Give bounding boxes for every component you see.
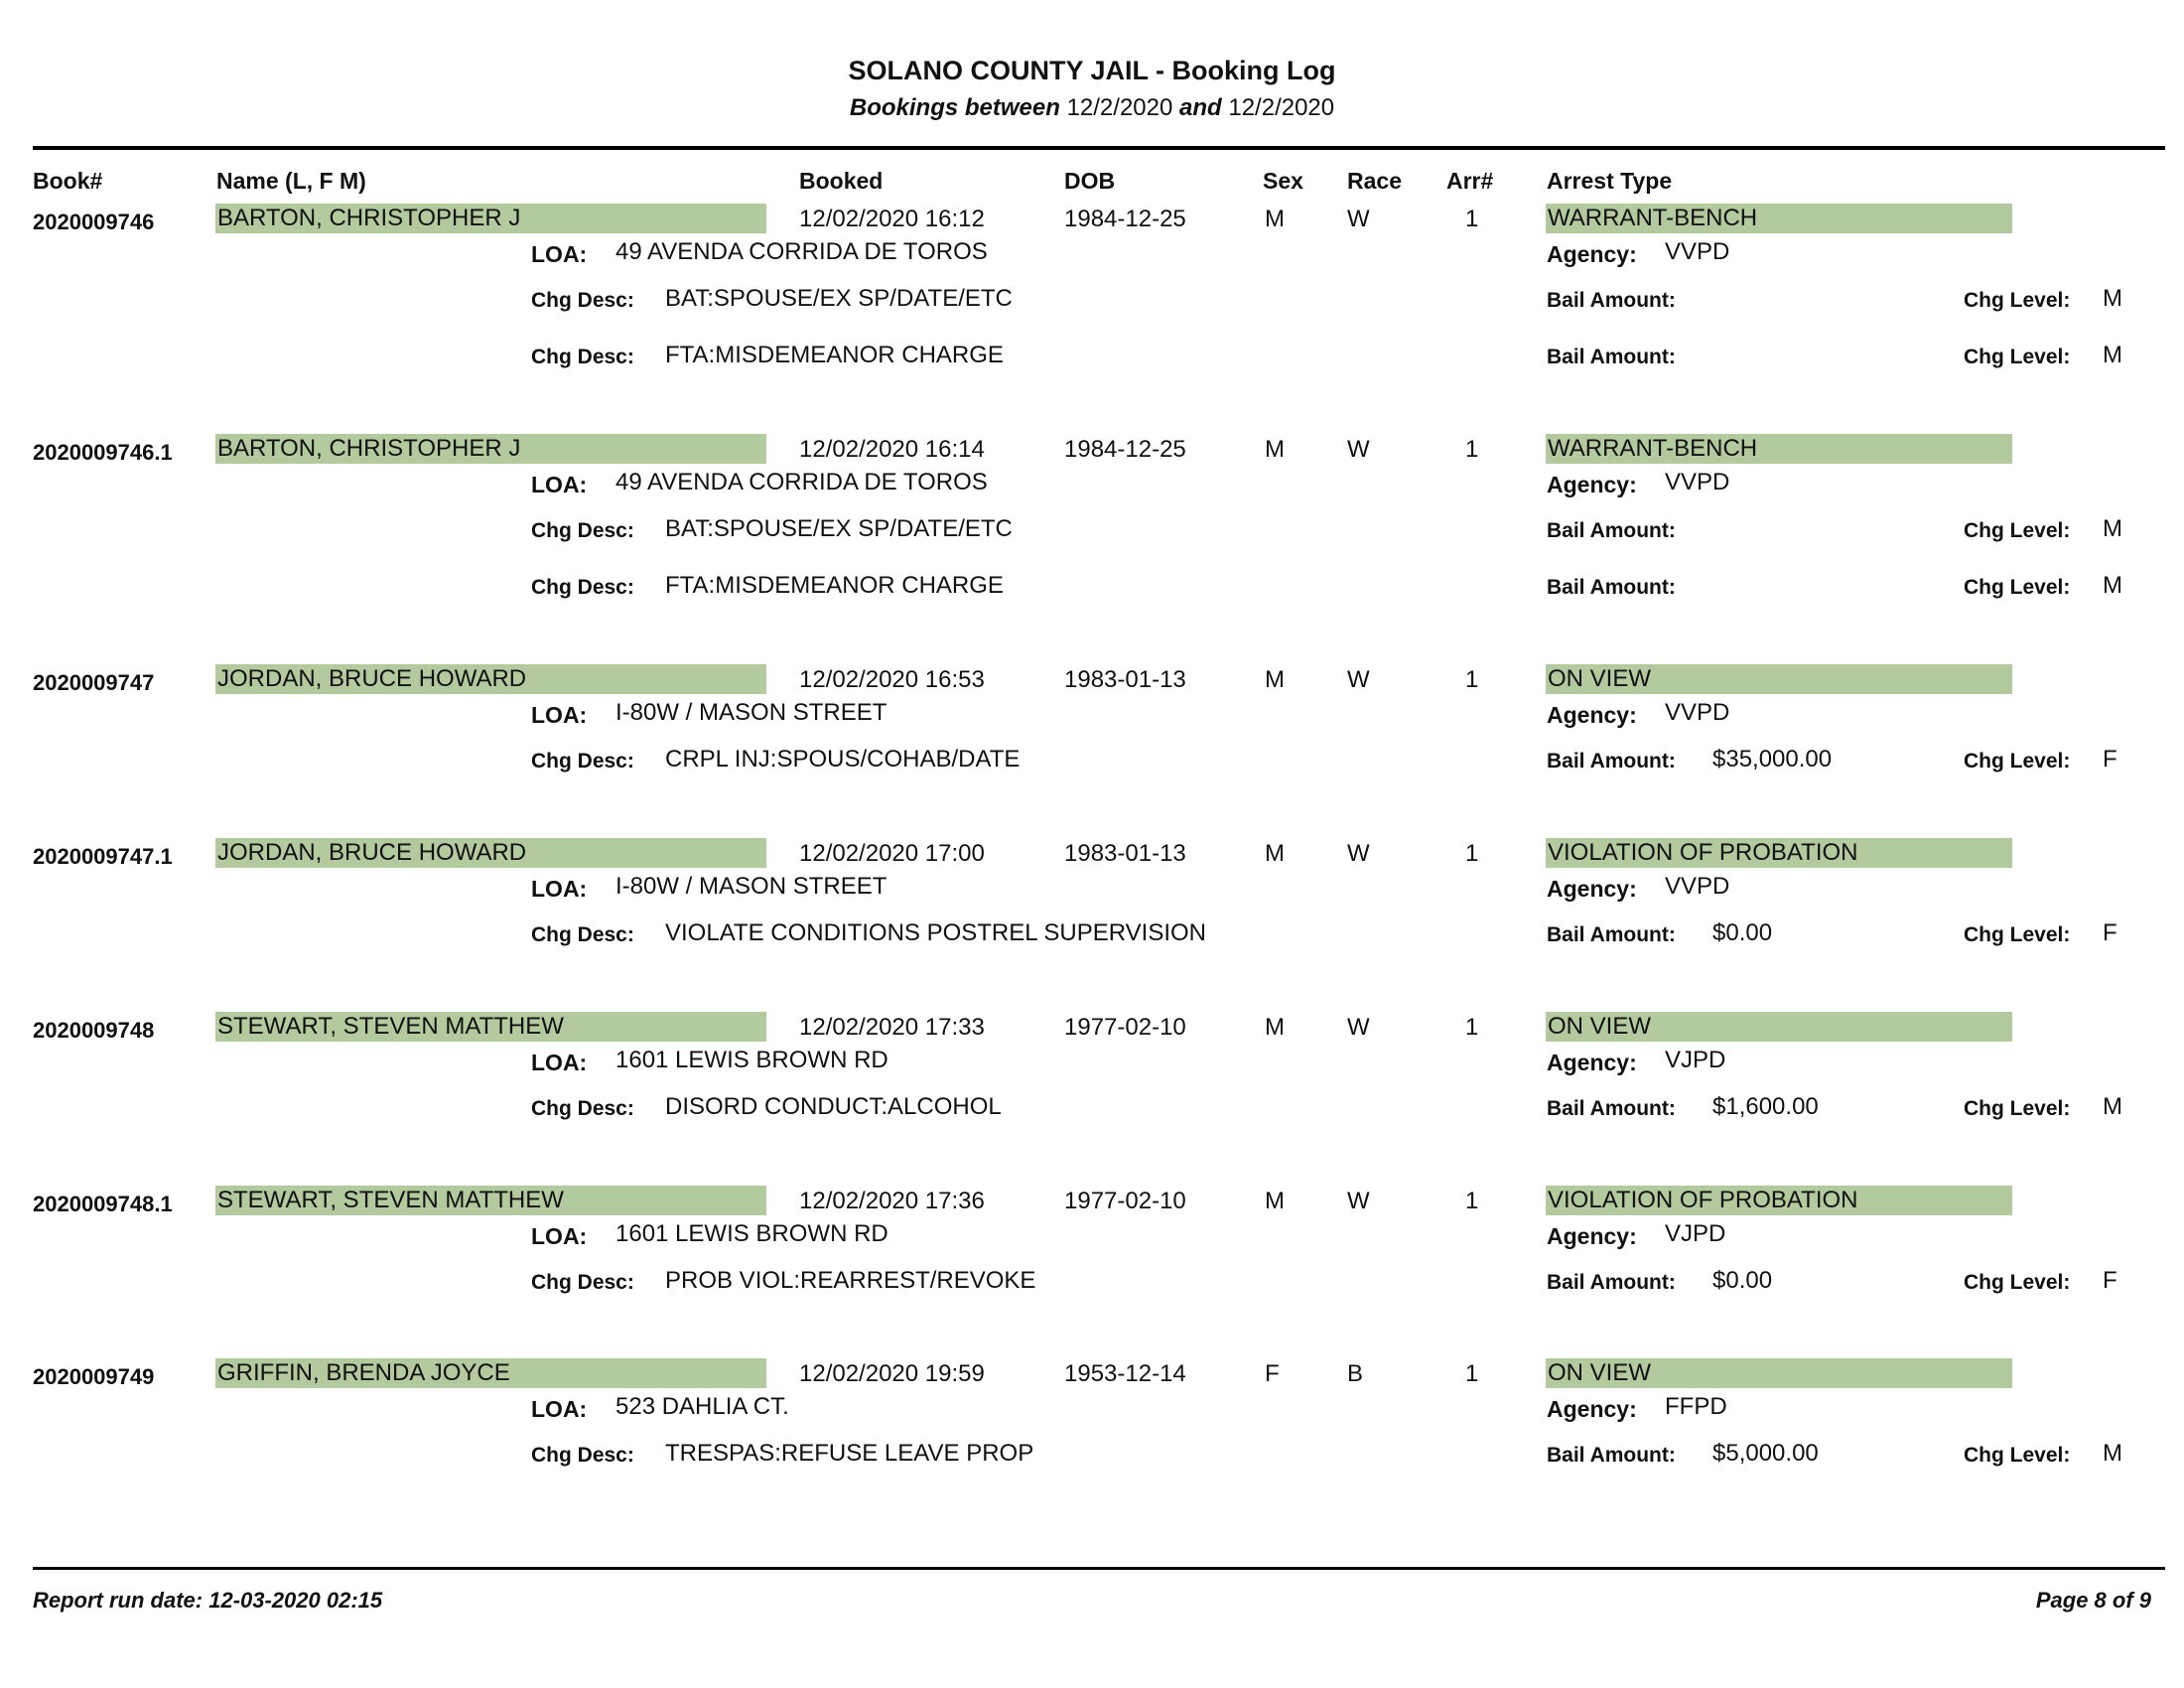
- chg-level-label: Chg Level:: [1964, 1097, 2071, 1120]
- arrest-number: 1: [1465, 1014, 1479, 1041]
- loa-label: LOA:: [531, 702, 588, 728]
- agency-label: Agency:: [1547, 702, 1637, 728]
- agency-value: VVPD: [1665, 699, 1730, 726]
- booking-record: [0, 429, 2184, 599]
- chg-desc-label: Chg Desc:: [531, 346, 634, 368]
- bail-amount-label: Bail Amount:: [1547, 923, 1676, 946]
- race-value: W: [1347, 1014, 1370, 1041]
- chg-level-label: Chg Level:: [1964, 576, 2071, 599]
- agency-value: VJPD: [1665, 1047, 1726, 1073]
- agency-label: Agency:: [1547, 1396, 1637, 1422]
- col-header-dob: DOB: [1064, 168, 1116, 194]
- chg-desc-label: Chg Desc:: [531, 1097, 634, 1120]
- arrest-number: 1: [1465, 1188, 1479, 1214]
- dob-value: 1977-02-10: [1064, 1188, 1186, 1214]
- bail-amount-label: Bail Amount:: [1547, 346, 1676, 368]
- charge-description: VIOLATE CONDITIONS POSTREL SUPERVISION: [665, 919, 1207, 946]
- chg-level-label: Chg Level:: [1964, 519, 2071, 542]
- loa-label: LOA:: [531, 1223, 588, 1249]
- chg-desc-label: Chg Desc:: [531, 1271, 634, 1294]
- col-header-arr: Arr#: [1446, 168, 1494, 194]
- arrest-type: WARRANT-BENCH: [1546, 434, 2012, 464]
- bail-amount-label: Bail Amount:: [1547, 1097, 1676, 1120]
- agency-value: FFPD: [1665, 1393, 1727, 1420]
- arrest-number: 1: [1465, 436, 1479, 463]
- col-header-book: Book#: [33, 168, 103, 194]
- report-subtitle: [0, 94, 2184, 122]
- arrest-type: WARRANT-BENCH: [1546, 204, 2012, 233]
- loa-value: 1601 LEWIS BROWN RD: [615, 1047, 888, 1073]
- subtitle-join: and: [1179, 94, 1222, 121]
- bail-amount-value: $0.00: [1712, 1267, 1773, 1294]
- chg-level-label: Chg Level:: [1964, 923, 2071, 946]
- arrest-type: VIOLATION OF PROBATION: [1546, 1186, 2012, 1215]
- charge-level: M: [2103, 572, 2122, 599]
- col-header-name: Name (L, F M): [216, 168, 366, 194]
- dob-value: 1984-12-25: [1064, 206, 1186, 232]
- book-number: 2020009749: [33, 1364, 155, 1389]
- booking-record: [0, 1007, 2184, 1166]
- sex-value: F: [1265, 1360, 1280, 1387]
- loa-value: 523 DAHLIA CT.: [615, 1393, 789, 1420]
- arrest-type: ON VIEW: [1546, 1358, 2012, 1388]
- sex-value: M: [1265, 1188, 1285, 1214]
- sex-value: M: [1265, 436, 1285, 463]
- booking-record: [0, 1181, 2184, 1339]
- bottom-divider: [33, 1567, 2165, 1570]
- inmate-name: JORDAN, BRUCE HOWARD: [215, 838, 766, 868]
- sex-value: M: [1265, 1014, 1285, 1041]
- arrest-number: 1: [1465, 666, 1479, 693]
- bail-amount-label: Bail Amount:: [1547, 576, 1676, 599]
- book-number: 2020009748.1: [33, 1192, 173, 1216]
- dob-value: 1983-01-13: [1064, 840, 1186, 867]
- agency-value: VJPD: [1665, 1220, 1726, 1247]
- chg-desc-label: Chg Desc:: [531, 750, 634, 773]
- bail-amount-label: Bail Amount:: [1547, 289, 1676, 312]
- race-value: W: [1347, 1188, 1370, 1214]
- report-run-date: Report run date: 12-03-2020 02:15: [33, 1588, 383, 1613]
- chg-level-label: Chg Level:: [1964, 750, 2071, 773]
- charge-level: F: [2103, 919, 2117, 946]
- subtitle-prefix: Bookings between: [849, 94, 1060, 121]
- agency-value: VVPD: [1665, 469, 1730, 495]
- agency-value: VVPD: [1665, 238, 1730, 265]
- agency-label: Agency:: [1547, 472, 1637, 497]
- booking-record: [0, 1353, 2184, 1512]
- page-number: Page 8 of 9: [2035, 1588, 2151, 1613]
- booked-datetime: 12/02/2020 17:00: [799, 840, 985, 867]
- loa-value: I-80W / MASON STREET: [615, 699, 887, 726]
- loa-label: LOA:: [531, 472, 588, 497]
- agency-label: Agency:: [1547, 1050, 1637, 1075]
- booked-datetime: 12/02/2020 17:33: [799, 1014, 985, 1041]
- agency-label: Agency:: [1547, 876, 1637, 902]
- inmate-name: BARTON, CHRISTOPHER J: [215, 434, 766, 464]
- arrest-type: VIOLATION OF PROBATION: [1546, 838, 2012, 868]
- race-value: W: [1347, 436, 1370, 463]
- report-title: SOLANO COUNTY JAIL - Booking Log: [848, 56, 1336, 85]
- bail-amount-label: Bail Amount:: [1547, 519, 1676, 542]
- charge-level: M: [2103, 1440, 2122, 1467]
- charge-description: TRESPAS:REFUSE LEAVE PROP: [665, 1440, 1034, 1467]
- chg-desc-label: Chg Desc:: [531, 289, 634, 312]
- dob-value: 1984-12-25: [1064, 436, 1186, 463]
- charge-level: F: [2103, 746, 2117, 773]
- col-header-booked: Booked: [799, 168, 884, 194]
- charge-description: FTA:MISDEMEANOR CHARGE: [665, 342, 1004, 368]
- sex-value: M: [1265, 840, 1285, 867]
- inmate-name: BARTON, CHRISTOPHER J: [215, 204, 766, 233]
- race-value: W: [1347, 840, 1370, 867]
- col-header-arrest-type: Arrest Type: [1547, 168, 1673, 194]
- bail-amount-value: $1,600.00: [1712, 1093, 1819, 1120]
- inmate-name: STEWART, STEVEN MATTHEW: [215, 1012, 766, 1042]
- booked-datetime: 12/02/2020 17:36: [799, 1188, 985, 1214]
- charge-description: DISORD CONDUCT:ALCOHOL: [665, 1093, 1002, 1120]
- col-header-race: Race: [1347, 168, 1402, 194]
- book-number: 2020009748: [33, 1018, 155, 1043]
- race-value: B: [1347, 1360, 1364, 1387]
- loa-label: LOA:: [531, 241, 588, 267]
- inmate-name: STEWART, STEVEN MATTHEW: [215, 1186, 766, 1215]
- sex-value: M: [1265, 206, 1285, 232]
- booking-record: [0, 833, 2184, 992]
- bail-amount-label: Bail Amount:: [1547, 750, 1676, 773]
- charge-level: M: [2103, 515, 2122, 542]
- date-to: 12/2/2020: [1228, 94, 1335, 121]
- bail-amount-value: $5,000.00: [1712, 1440, 1819, 1467]
- arrest-number: 1: [1465, 840, 1479, 867]
- col-header-sex: Sex: [1263, 168, 1303, 194]
- chg-desc-label: Chg Desc:: [531, 1444, 634, 1467]
- chg-level-label: Chg Level:: [1964, 1271, 2071, 1294]
- date-from: 12/2/2020: [1066, 94, 1173, 121]
- book-number: 2020009746.1: [33, 440, 173, 465]
- book-number: 2020009747.1: [33, 844, 173, 869]
- loa-value: 49 AVENDA CORRIDA DE TOROS: [615, 238, 988, 265]
- race-value: W: [1347, 206, 1370, 232]
- loa-label: LOA:: [531, 1050, 588, 1075]
- agency-value: VVPD: [1665, 873, 1730, 900]
- dob-value: 1977-02-10: [1064, 1014, 1186, 1041]
- top-divider: [33, 146, 2165, 150]
- booking-record: [0, 199, 2184, 368]
- loa-label: LOA:: [531, 1396, 588, 1422]
- charge-description: PROB VIOL:REARREST/REVOKE: [665, 1267, 1036, 1294]
- charge-level: M: [2103, 1093, 2122, 1120]
- charge-level: M: [2103, 285, 2122, 312]
- bail-amount-value: $0.00: [1712, 919, 1773, 946]
- inmate-name: GRIFFIN, BRENDA JOYCE: [215, 1358, 766, 1388]
- charge-description: BAT:SPOUSE/EX SP/DATE/ETC: [665, 285, 1013, 312]
- chg-desc-label: Chg Desc:: [531, 576, 634, 599]
- book-number: 2020009746: [33, 210, 155, 234]
- arrest-number: 1: [1465, 206, 1479, 232]
- charge-description: BAT:SPOUSE/EX SP/DATE/ETC: [665, 515, 1013, 542]
- booked-datetime: 12/02/2020 16:53: [799, 666, 985, 693]
- bail-amount-label: Bail Amount:: [1547, 1271, 1676, 1294]
- race-value: W: [1347, 666, 1370, 693]
- agency-label: Agency:: [1547, 1223, 1637, 1249]
- sex-value: M: [1265, 666, 1285, 693]
- dob-value: 1953-12-14: [1064, 1360, 1186, 1387]
- loa-value: I-80W / MASON STREET: [615, 873, 887, 900]
- charge-description: CRPL INJ:SPOUS/COHAB/DATE: [665, 746, 1021, 773]
- loa-label: LOA:: [531, 876, 588, 902]
- charge-level: F: [2103, 1267, 2117, 1294]
- charge-description: FTA:MISDEMEANOR CHARGE: [665, 572, 1004, 599]
- chg-level-label: Chg Level:: [1964, 346, 2071, 368]
- loa-value: 49 AVENDA CORRIDA DE TOROS: [615, 469, 988, 495]
- chg-level-label: Chg Level:: [1964, 289, 2071, 312]
- booked-datetime: 12/02/2020 16:12: [799, 206, 985, 232]
- arrest-number: 1: [1465, 1360, 1479, 1387]
- booked-datetime: 12/02/2020 19:59: [799, 1360, 985, 1387]
- booking-record: [0, 659, 2184, 818]
- chg-desc-label: Chg Desc:: [531, 923, 634, 946]
- arrest-type: ON VIEW: [1546, 664, 2012, 694]
- charge-level: M: [2103, 342, 2122, 368]
- loa-value: 1601 LEWIS BROWN RD: [615, 1220, 888, 1247]
- chg-level-label: Chg Level:: [1964, 1444, 2071, 1467]
- bail-amount-label: Bail Amount:: [1547, 1444, 1676, 1467]
- arrest-type: ON VIEW: [1546, 1012, 2012, 1042]
- book-number: 2020009747: [33, 670, 155, 695]
- inmate-name: JORDAN, BRUCE HOWARD: [215, 664, 766, 694]
- agency-label: Agency:: [1547, 241, 1637, 267]
- booked-datetime: 12/02/2020 16:14: [799, 436, 985, 463]
- dob-value: 1983-01-13: [1064, 666, 1186, 693]
- chg-desc-label: Chg Desc:: [531, 519, 634, 542]
- bail-amount-value: $35,000.00: [1712, 746, 1833, 773]
